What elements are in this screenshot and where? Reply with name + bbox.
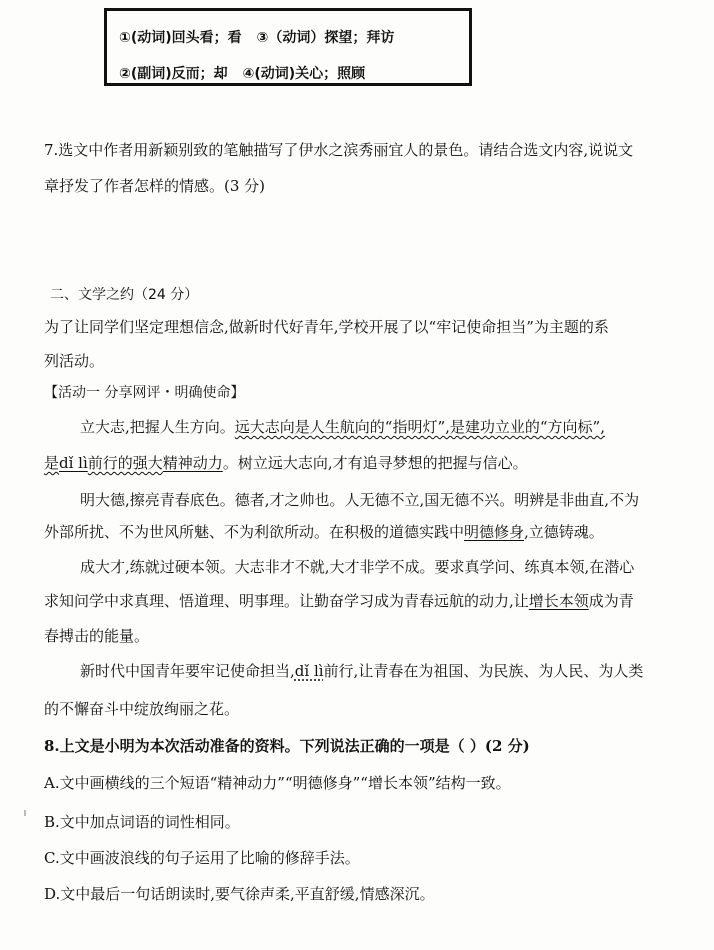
question-7-line-1: 7.选文中作者用新颖别致的笔触描写了伊水之滨秀丽宜人的景色。请结合选文内容,说说文 xyxy=(44,141,634,159)
section-title: 二、文学之约（24 分） xyxy=(50,287,199,303)
passage-p4-line-1: 新时代中国青年要牢记使命担当,dǐ lì前行,让青春在为祖国、为民族、为人民、为人类 xyxy=(80,662,644,680)
underlined-phrase-2: 明德修身 xyxy=(464,523,525,541)
passage-p1-line-2: 是dǐ lì前行的强大精神动力。树立远大志向,才有追寻梦想的把握与信心。 xyxy=(44,454,528,472)
question-8-option-d: D.文中最后一句话朗读时,要气徐声柔,平直舒缓,情感深沉。 xyxy=(44,885,435,903)
answer-box-line-2 xyxy=(119,63,375,83)
passage-p1-line-1: 立大志,把握人生方向。远大志向是人生航向的“指明灯”,是建功立业的“方向标”, xyxy=(80,418,605,436)
answer-item-3: ③（动词）探望；拜访 xyxy=(256,30,395,46)
question-8-option-b: B.文中加点词语的词性相同。 xyxy=(44,813,240,831)
answer-box xyxy=(104,8,472,86)
dotted-pinyin: dǐ lì xyxy=(294,662,324,680)
passage-p3-line-3: 春搏击的能量。 xyxy=(44,627,150,645)
wavy-sentence: 远大志向是人生航向的“指明灯”,是建功立业的“方向标”, xyxy=(234,418,605,436)
section-intro-line-1: 为了让同学们坚定理想信念,做新时代好青年,学校开展了以“牢记使命担当”为主题的系 xyxy=(44,318,609,336)
question-7-line-2: 章抒发了作者怎样的情感。(3 分) xyxy=(44,177,266,195)
question-8-option-c: C.文中画波浪线的句子运用了比喻的修辞手法。 xyxy=(44,849,360,867)
underlined-phrase-3: 增长本领 xyxy=(528,592,589,610)
pinyin-blank: dǐ lì xyxy=(59,454,88,472)
answer-item-4: ④(动词)关心；照顾 xyxy=(242,66,366,82)
question-8-stem: 8.上文是小明为本次活动准备的资料。下列说法正确的一项是（ ）(2 分) xyxy=(44,737,530,755)
section-intro-line-2: 列活动。 xyxy=(44,352,105,370)
underlined-phrase-1: 精神动力 xyxy=(162,454,223,472)
scan-speck xyxy=(24,810,26,816)
passage-p2-line-2: 外部所扰、不为世风所魅、不为利欲所动。在积极的道德实践中明德修身,立德铸魂。 xyxy=(44,523,604,541)
passage-p2-line-1: 明大德,擦亮青春底色。德者,才之帅也。人无德不立,国无德不兴。明辨是非曲直,不为 xyxy=(80,491,640,509)
passage-p3-line-1: 成大才,练就过硬本领。大志非才不就,大才非学不成。要求真学问、练真本领,在潜心 xyxy=(80,558,635,576)
question-8-option-a: A.文中画横线的三个短语“精神动力”“明德修身”“增长本领”结构一致。 xyxy=(44,774,511,792)
passage-p4-line-2: 的不懈奋斗中绽放绚丽之花。 xyxy=(44,700,240,718)
answer-item-2: ②(副词)反而；却 xyxy=(119,66,228,82)
activity-title: 【活动一 分享网评・明确使命】 xyxy=(44,385,245,401)
answer-box-line-1 xyxy=(119,27,404,47)
answer-item-1: ①(动词)回头看；看 xyxy=(119,30,242,46)
passage-p3-line-2: 求知问学中求真理、悟道理、明事理。让勤奋学习成为青春远航的动力,让增长本领成为青 xyxy=(44,592,634,610)
